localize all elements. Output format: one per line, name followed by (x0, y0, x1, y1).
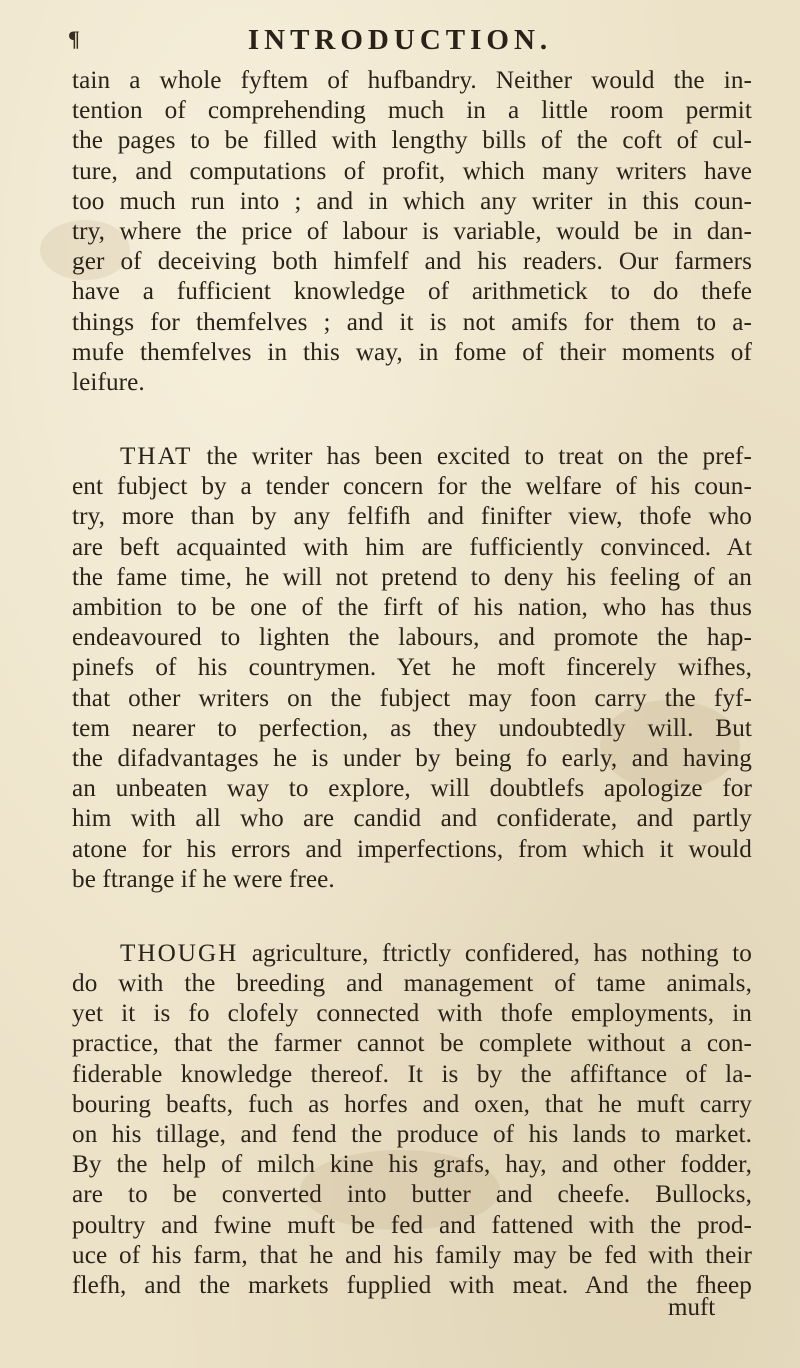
text-line: an unbeaten way to explore, will doubtlefs apologize for (72, 775, 752, 803)
text-line-rest: the writer has been excited to treat on the pref- (192, 443, 752, 471)
text-line: be ftrange if he were free. (72, 865, 335, 893)
text-line: ger of deceiving both himfelf and his readers. Our farmers (72, 248, 752, 276)
text-line: the fame time, he will not pretend to deny his feeling of an (72, 563, 752, 591)
paragraph-gap (72, 895, 752, 939)
text-line: fiderable knowledge thereof. It is by the affiftance of la- (72, 1060, 752, 1088)
paragraph-2 (72, 442, 752, 895)
text-line: try, more than by any felfifh and finifter view, thofe who (72, 503, 752, 531)
running-title: INTRODUCTION. (247, 24, 553, 56)
text-line: are to be converted into butter and cheefe. Bullocks, (72, 1181, 752, 1209)
text-line: that other writers on the fubject may foon carry the fyf- (72, 684, 752, 712)
paragraph-1 (72, 66, 752, 398)
text-line: bouring beafts, fuch as horfes and oxen, that he muft carry (72, 1090, 752, 1118)
text-line: endeavoured to lighten the labours, and promote the hap- (72, 624, 752, 652)
text-line: ent fubject by a tender concern for the welfare of his coun- (72, 473, 752, 501)
text-line: tention of comprehending much in a little room permit (72, 97, 752, 125)
text-line: things for themfelves ; and it is not amifs for them to a- (72, 308, 752, 336)
text-line: him with all who are candid and confiderate, and partly (72, 805, 752, 833)
text-line-rest: agriculture, ftrictly confidered, has nothing to (238, 939, 752, 967)
page-header (0, 22, 800, 62)
paragraph-3 (72, 939, 752, 1301)
text-line: practice, that the farmer cannot be complete without a con- (72, 1030, 752, 1058)
text-line: the pages to be filled with lengthy bills of the coft of cul- (72, 127, 752, 155)
body-text (72, 66, 752, 1301)
text-line (72, 442, 752, 472)
text-line: pinefs of his countrymen. Yet he moft fincerely wifhes, (72, 654, 752, 682)
text-line (72, 939, 752, 969)
text-line: atone for his errors and imperfections, from which it would (72, 835, 752, 863)
text-line: on his tillage, and fend the produce of his lands to market. (72, 1121, 752, 1148)
text-line: poultry and fwine muft be fed and fattened with the prod- (72, 1211, 752, 1239)
paragraph-gap (72, 398, 752, 442)
text-line: uce of his farm, that he and his family may be fed with their (72, 1241, 752, 1269)
text-line: yet it is fo clofely connected with thofe employments, in (72, 1000, 752, 1028)
catchword: muft (668, 1294, 716, 1321)
text-line: By the help of milch kine his grafs, hay, and other fodder, (72, 1151, 752, 1179)
paragraph-lead-word: THOUGH (120, 939, 239, 967)
text-line: leifure. (72, 368, 145, 396)
text-line: try, where the price of labour is variable, would be in dan- (72, 217, 752, 245)
text-line: flefh, and the markets fupplied with meat. And the fheep (72, 1271, 752, 1299)
text-line: the difadvantages he is under by being fo early, and having (72, 744, 752, 772)
text-line: have a fufficient knowledge of arithmetick to do thefe (72, 278, 752, 306)
text-line: ture, and computations of profit, which many writers have (72, 157, 752, 185)
text-line: tain a whole fyftem of hufbandry. Neither would the in- (72, 67, 752, 94)
paragraph-lead-word: THAT (120, 443, 193, 471)
text-line: tem nearer to perfection, as they undoubtedly will. But (72, 714, 752, 742)
text-line: ambition to be one of the firft of his nation, who has thus (72, 594, 752, 621)
text-line: too much run into ; and in which any writer in this coun- (72, 187, 752, 215)
text-line: are beft acquainted with him are fufficiently convinced. At (72, 533, 752, 561)
text-line: mufe themfelves in this way, in fome of their moments of (72, 338, 752, 366)
ornament-icon: ¶ (68, 26, 80, 51)
text-line: do with the breeding and management of tame animals, (72, 970, 752, 998)
